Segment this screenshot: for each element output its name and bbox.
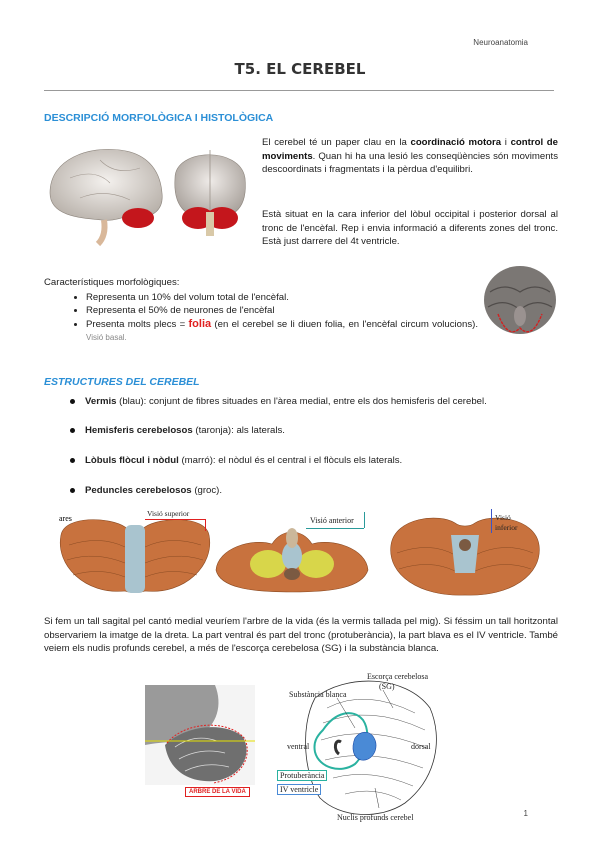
label-line — [364, 512, 365, 528]
dorsal-label: dorsal — [411, 742, 431, 751]
partial-label: ares — [59, 514, 72, 523]
list-item: • Representa el 50% de neurones de l'encèfal — [86, 304, 478, 317]
ventricle-label: IV ventricle — [277, 784, 321, 795]
escorca-label: Escorça cerebelosa — [367, 672, 429, 681]
cuts-paragraph: Si fem un tall sagital pel cantó medial veuríem l'arbre de la vida (és la vermis tallada pel mig). Si féssim un tall horitzontal observariem la imatge de la dreta. La part ventral és part del tronc (protuberància), la part blava es el IV ventricle. També veiem els nudis profunds cerebel, a més de l'escorça cerebelosa (SG) i la substància blanca. — [44, 616, 558, 655]
section-heading-morfologia: DESCRIPCIÓ MORFOLÒGICA I HISTOLÒGICA — [44, 112, 274, 124]
superior-view-figure — [55, 505, 215, 597]
list-item: • Presenta molts plecs = folia (en el cerebel se li diuen folia, en l'encèfal circum volucions). Visió basal. — [86, 318, 478, 345]
inferior-label-2: inferior — [495, 523, 518, 532]
horizontal-cut-figure — [275, 668, 445, 828]
basal-view-figure — [480, 262, 560, 342]
bullet-icon — [70, 399, 75, 404]
protuberancia-label: Protuberància — [277, 770, 327, 781]
escorca-sg-label: (SG) — [379, 682, 395, 691]
bullet-icon — [70, 458, 75, 463]
inferior-view-figure — [385, 505, 545, 597]
section-heading-estructures: ESTRUCTURES DEL CEREBEL — [44, 376, 200, 388]
characteristics-list — [48, 291, 478, 345]
superior-label: Visió superior — [147, 509, 190, 518]
list-item: Vermis (blau): conjunt de fibres situades en l'àrea medial, entre els dos hemisferis del cerebel. — [70, 396, 487, 407]
list-item: • Representa un 10% del volum total de l'encèfal. — [86, 291, 478, 304]
brain-lateral-figure — [40, 138, 250, 248]
header-tag: Neuroanatomia — [473, 38, 528, 47]
page-title: T5. EL CEREBEL — [234, 60, 366, 78]
label-line — [491, 509, 492, 533]
intro-paragraph: El cerebel té un paper clau en la coordinació motora i control de moviments. Quan hi ha una lesió les conseqüències són moviments descoordinats i fragmentats i la pèrdua d'equilibri. — [262, 137, 558, 176]
label-line — [306, 528, 364, 529]
anterior-view-figure — [212, 508, 372, 600]
inferior-label-1: Visió — [495, 513, 511, 522]
list-item: Lòbuls flòcul i nòdul (marró): el nòdul és el central i el flòculs els laterals. — [70, 455, 402, 466]
anterior-label: Visió anterior — [310, 516, 354, 525]
sagittal-cut-figure — [145, 685, 255, 800]
list-item: Peduncles cerebelosos (groc). — [70, 485, 222, 496]
characteristics-title: Característiques morfològiques: — [44, 277, 180, 288]
title-divider — [44, 90, 554, 91]
page-number: 1 — [523, 809, 528, 818]
location-paragraph: Està situat en la cara inferior del lòbul occipital i posterior dorsal al tronc de l'encèfal. Rep i envia informació a diferents zones del tronc. Està just darrere del 4t ventricle. — [262, 209, 558, 248]
bullet-icon — [70, 428, 75, 433]
nuclis-label: Nuclis profunds cerebel — [337, 813, 414, 822]
bullet-icon — [70, 488, 75, 493]
arbre-label: ARBRE DE LA VIDA — [185, 787, 250, 797]
label-line — [205, 519, 206, 531]
substancia-label: Substància blanca — [289, 690, 347, 699]
label-line — [145, 519, 205, 520]
list-item: Hemisferis cerebelosos (taronja): als laterals. — [70, 425, 285, 436]
ventral-label: ventral — [287, 742, 310, 751]
